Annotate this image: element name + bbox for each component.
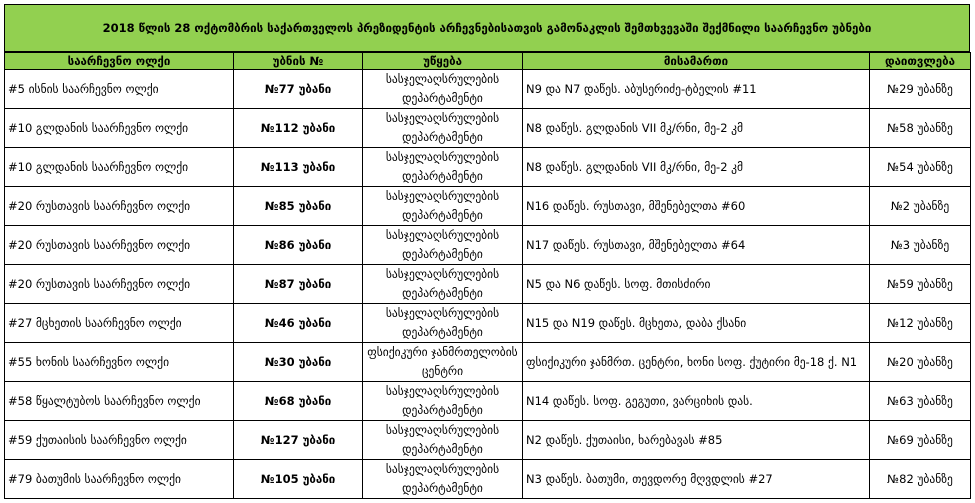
cell-attached: №58 უბანზე [870, 109, 971, 148]
cell-district: #10 გლდანის საარჩევნო ოლქი [5, 109, 234, 148]
table-row [5, 304, 971, 343]
cell-attached: №29 უბანზე [870, 70, 971, 109]
header-district: საარჩევნო ოლქი [5, 53, 234, 70]
cell-attached: №20 უბანზე [870, 343, 971, 382]
cell-precinct: №68 უბანი [234, 382, 363, 421]
table-row [5, 109, 971, 148]
cell-precinct: №112 უბანი [234, 109, 363, 148]
cell-district: #20 რუსთავის საარჩევნო ოლქი [5, 265, 234, 304]
cell-attached: №54 უბანზე [870, 148, 971, 187]
precincts-table [4, 52, 971, 499]
cell-address: N8 დაწეს. გლდანის VII მკ/რნი, მე-2 კმ [523, 148, 870, 187]
cell-precinct: №87 უბანი [234, 265, 363, 304]
cell-district: #10 გლდანის საარჩევნო ოლქი [5, 148, 234, 187]
cell-address: N8 დაწეს. გლდანის VII მკ/რნი, მე-2 კმ [523, 109, 870, 148]
precincts-document [4, 4, 970, 499]
cell-owner: სასჯელაღსრულების დეპარტამენტი [363, 226, 523, 265]
table-row [5, 382, 971, 421]
cell-address: N16 დაწეს. რუსთავი, მშენებელთა #60 [523, 187, 870, 226]
cell-owner: სასჯელაღსრულების დეპარტამენტი [363, 382, 523, 421]
cell-address: N15 და N19 დაწეს. მცხეთა, დაბა ქსანი [523, 304, 870, 343]
cell-owner: სასჯელაღსრულების დეპარტამენტი [363, 187, 523, 226]
cell-precinct: №127 უბანი [234, 421, 363, 460]
cell-attached: №12 უბანზე [870, 304, 971, 343]
cell-attached: №3 უბანზე [870, 226, 971, 265]
table-row [5, 187, 971, 226]
cell-address: ფსიქიკური ჯანმრთ. ცენტრი, ხონი სოფ. ქუტირი მე-18 ქ. N1 [523, 343, 870, 382]
table-row [5, 265, 971, 304]
cell-owner: სასჯელაღსრულების დეპარტამენტი [363, 304, 523, 343]
document-title: 2018 წლის 28 ოქტომბრის საქართველოს პრეზიდენტის არჩევნებისათვის გამონაკლის შემთხვევაში შექმნილი საარჩევნო უბნები [4, 4, 970, 52]
cell-attached: №63 უბანზე [870, 382, 971, 421]
cell-attached: №69 უბანზე [870, 421, 971, 460]
cell-district: #55 ხონის საარჩევნო ოლქი [5, 343, 234, 382]
cell-precinct: №30 უბანი [234, 343, 363, 382]
cell-address: N2 დაწეს. ქუთაისი, ხარებავას #85 [523, 421, 870, 460]
header-owner: უწყება [363, 53, 523, 70]
cell-owner: სასჯელაღსრულების დეპარტამენტი [363, 265, 523, 304]
cell-address: N5 და N6 დაწეს. სოფ. მთისძირი [523, 265, 870, 304]
cell-attached: №82 უბანზე [870, 460, 971, 499]
table-row [5, 148, 971, 187]
cell-address: N14 დაწეს. სოფ. გეგუთი, ვარციხის დას. [523, 382, 870, 421]
cell-address: N9 და N7 დაწეს. აბუსერიძე-ტბელის #11 [523, 70, 870, 109]
header-attached: დაითვლება [870, 53, 971, 70]
cell-district: #20 რუსთავის საარჩევნო ოლქი [5, 187, 234, 226]
cell-precinct: №77 უბანი [234, 70, 363, 109]
cell-address: N17 დაწეს. რუსთავი, მშენებელთა #64 [523, 226, 870, 265]
cell-owner: სასჯელაღსრულების დეპარტამენტი [363, 421, 523, 460]
cell-precinct: №85 უბანი [234, 187, 363, 226]
table-row [5, 226, 971, 265]
cell-precinct: №46 უბანი [234, 304, 363, 343]
cell-district: #20 რუსთავის საარჩევნო ოლქი [5, 226, 234, 265]
cell-precinct: №113 უბანი [234, 148, 363, 187]
cell-attached: №59 უბანზე [870, 265, 971, 304]
cell-district: #59 ქუთაისის საარჩევნო ოლქი [5, 421, 234, 460]
table-row [5, 343, 971, 382]
header-address: მისამართი [523, 53, 870, 70]
cell-precinct: №105 უბანი [234, 460, 363, 499]
cell-owner: სასჯელაღსრულების დეპარტამენტი [363, 109, 523, 148]
table-row [5, 421, 971, 460]
header-precinct: უბნის № [234, 53, 363, 70]
table-row [5, 70, 971, 109]
table-header-row [5, 53, 971, 70]
cell-owner: სასჯელაღსრულების დეპარტამენტი [363, 148, 523, 187]
table-row [5, 460, 971, 499]
cell-address: N3 დაწეს. ბათუმი, თევდორე მღვდლის #27 [523, 460, 870, 499]
cell-attached: №2 უბანზე [870, 187, 971, 226]
cell-owner: სასჯელაღსრულების დეპარტამენტი [363, 460, 523, 499]
cell-precinct: №86 უბანი [234, 226, 363, 265]
cell-district: #5 ისნის საარჩევნო ოლქი [5, 70, 234, 109]
cell-district: #79 ბათუმის საარჩევნო ოლქი [5, 460, 234, 499]
cell-district: #27 მცხეთის საარჩევნო ოლქი [5, 304, 234, 343]
cell-owner: სასჯელაღსრულების დეპარტამენტი [363, 70, 523, 109]
cell-district: #58 წყალტუბოს საარჩევნო ოლქი [5, 382, 234, 421]
cell-owner: ფსიქიკური ჯანმრთელობის ცენტრი [363, 343, 523, 382]
